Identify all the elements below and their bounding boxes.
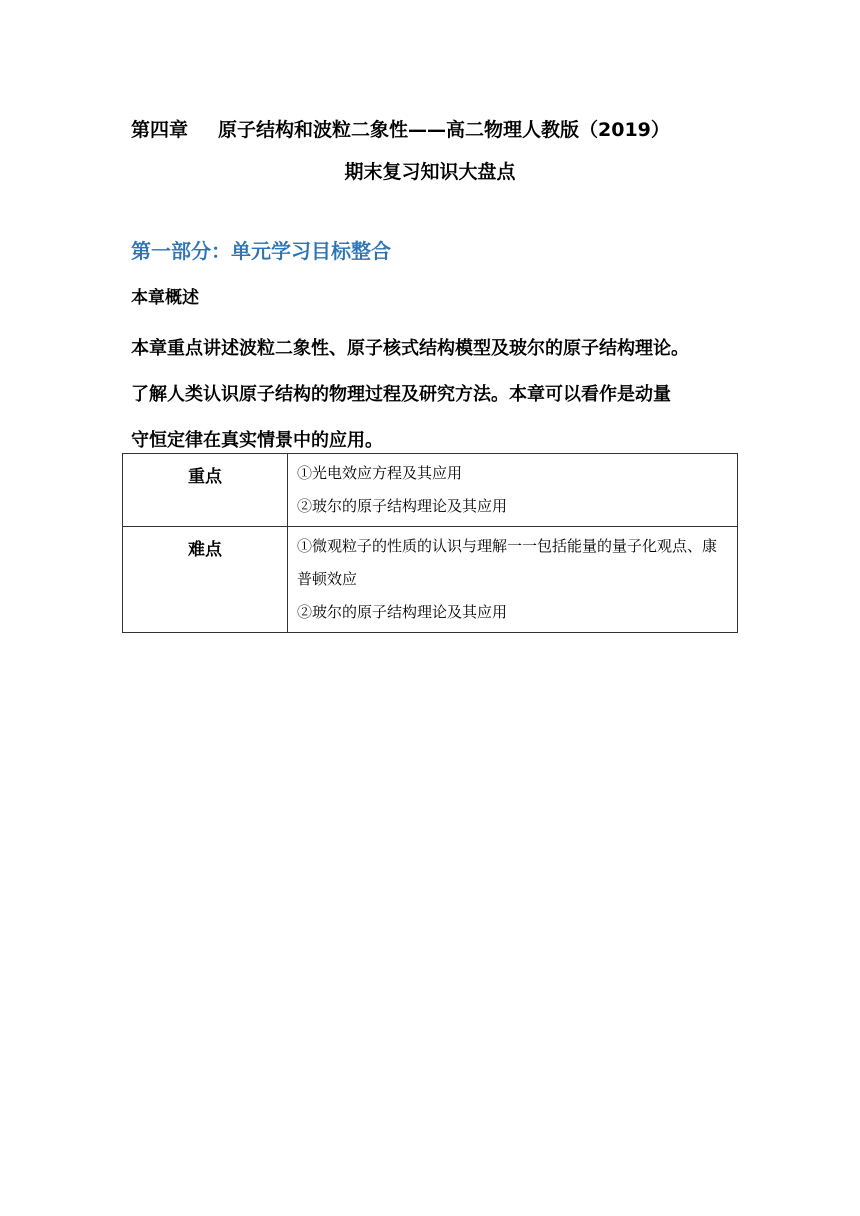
key-points-content: [288, 454, 738, 527]
difficulties-label: 难点: [123, 527, 288, 633]
table-item: ②玻尔的原子结构理论及其应用: [297, 497, 508, 515]
document-title: [131, 116, 670, 144]
document-subtitle: 期末复习知识大盘点: [344, 161, 516, 183]
table-row-key-points: [123, 454, 738, 527]
overview-line: 守恒定律在真实情景中的应用。: [131, 430, 383, 451]
chapter-overview-text: [131, 326, 751, 464]
table-item: ①微观粒子的性质的认识与理解一一包括能量的量子化观点、康普顿效应: [297, 537, 718, 588]
table-row-difficulties: [123, 527, 738, 633]
section-heading: 第一部分：单元学习目标整合: [131, 239, 391, 263]
chapter-title: 原子结构和波粒二象性——高二物理人教版（2019）: [218, 119, 670, 141]
key-points-label: 重点: [123, 454, 288, 527]
table-item: ②玻尔的原子结构理论及其应用: [297, 603, 508, 621]
table-item: ①光电效应方程及其应用: [297, 464, 463, 482]
chapter-overview-heading: 本章概述: [131, 288, 199, 308]
overview-line: 了解人类认识原子结构的物理过程及研究方法。本章可以看作是动量: [131, 384, 671, 405]
chapter-label: 第四章: [131, 119, 189, 141]
key-points-table: [122, 453, 738, 633]
difficulties-content: [288, 527, 738, 633]
overview-line: 本章重点讲述波粒二象性、原子核式结构模型及玻尔的原子结构理论。: [131, 338, 689, 359]
